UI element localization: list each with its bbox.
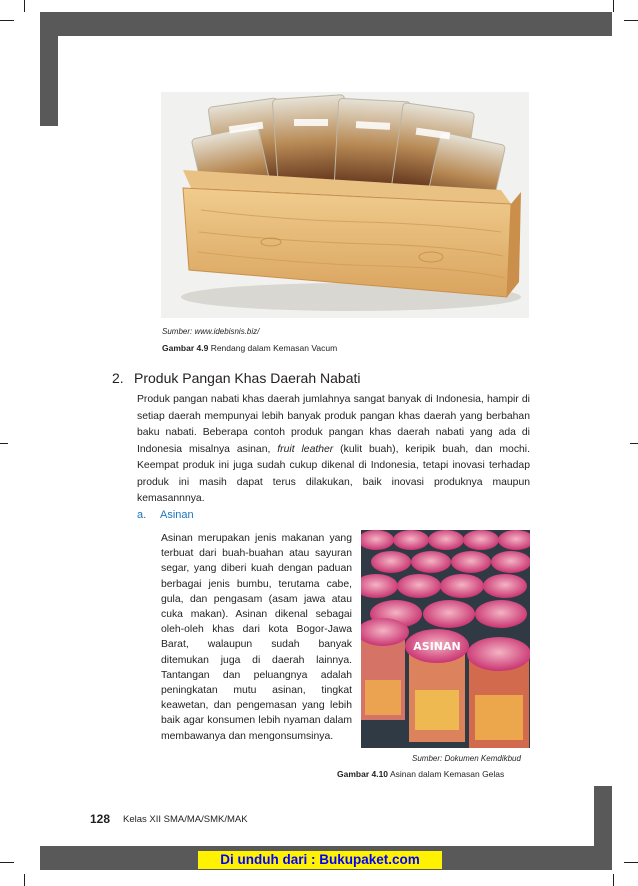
section-heading	[112, 370, 360, 386]
crop-mark	[0, 862, 14, 863]
paragraph-text: Produk pangan nabati khas daerah jumlahnya sangat banyak di Indonesia, hampir di setiap daerah mempunyai lebih banyak produk pangan khas daerah yang berbahan baku nabati. Beberapa contoh produk pangan khas daerah nabati yang ada di Indonesia misalnya asinan,	[137, 394, 530, 455]
page-number: 128	[90, 812, 111, 826]
crop-mark	[613, 0, 614, 12]
crop-mark	[624, 862, 638, 863]
figure-caption	[162, 343, 337, 353]
page-frame-left	[40, 36, 58, 126]
figure-caption-text: Rendang dalam Kemasan Vacum	[210, 343, 338, 353]
crop-mark	[24, 0, 25, 12]
paragraph-text: (kulit buah), keripik buah, dan mochi. Keempat produk ini juga sudah cukup dikenal di Indonesia, tetapi inovasi terhadap produk ini masih dapat terus dilakukan, baik inovasi produknya maupun kemasannnya.	[137, 443, 531, 504]
subsection-title-text: Asinan	[160, 509, 194, 521]
crop-mark	[630, 443, 638, 444]
figure-source: Sumber: Dokumen Kemdikbud	[412, 754, 521, 763]
rendang-illustration	[161, 92, 529, 318]
section-title-text: Produk Pangan Khas Daerah Nabati	[134, 370, 361, 386]
subsection-heading	[137, 509, 194, 521]
rendang-photo	[161, 92, 529, 318]
crop-mark	[0, 443, 8, 444]
crop-mark	[613, 874, 614, 886]
asinan-illustration	[361, 530, 530, 748]
download-banner[interactable]: Di unduh dari : Bukupaket.com	[198, 851, 442, 869]
page-frame-right	[594, 786, 612, 846]
section-number: 2.	[112, 370, 124, 386]
cup-label: ASINAN	[413, 640, 461, 653]
crop-mark	[0, 20, 14, 21]
page-frame-top	[40, 12, 612, 36]
figure-caption-text: Asinan dalam Kemasan Gelas	[389, 769, 505, 779]
section-paragraph	[137, 392, 530, 508]
subsection-paragraph: Asinan merupakan jenis makanan yang terbuat dari buah-buahan atau sayuran segar, yang diberi kuah dengan paduan berbagai jenis bumbu, terutama cabe, gula, dan pengasam (asam jawa atau cuka makan). Asinan dikenal sebagai oleh-oleh khas dari kota Bogor-Jawa Barat, walaupun sudah banyak ditemukan juga di daerah lainnya. Tantangan dan peluangnya adalah peningkatan mutu asinan, tingkat keawetan, dan pengemasan yang lebih baik agar konsumen lebih nyaman dalam membawanya dan mengonsumsinya.	[161, 533, 352, 742]
crop-mark	[624, 20, 638, 21]
asinan-photo	[361, 530, 530, 748]
subsection-number: a.	[137, 509, 147, 521]
figure-label: Gambar 4.10	[337, 769, 389, 779]
figure-source: Sumber: www.idebisnis.biz/	[162, 327, 260, 336]
figure-label: Gambar 4.9	[162, 343, 209, 353]
crop-mark	[24, 874, 25, 886]
figure-caption	[337, 769, 504, 779]
paragraph-italic-term: fruit leather	[277, 443, 334, 455]
book-title: Kelas XII SMA/MA/SMK/MAK	[123, 814, 248, 825]
